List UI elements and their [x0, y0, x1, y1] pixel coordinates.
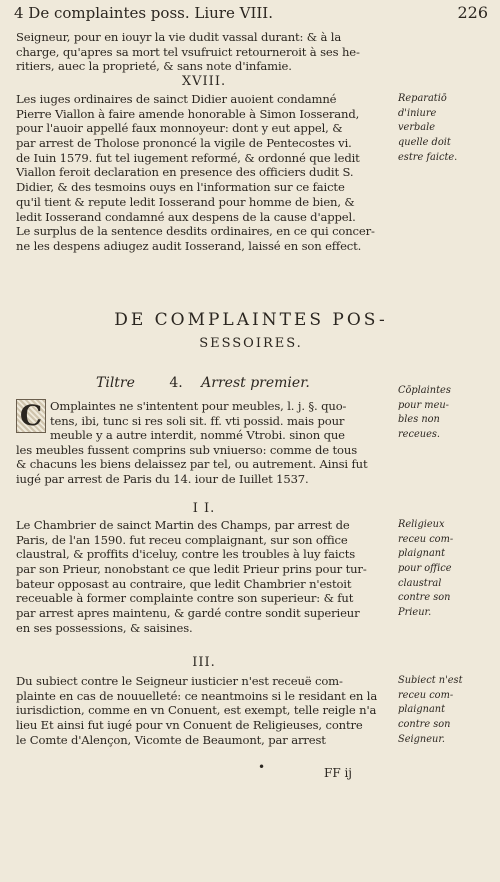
text-line: Du subiect contre le Seigneur iusticier n'est receuë com- [16, 674, 343, 688]
margin-line: pour office [398, 563, 452, 575]
text-line: Paris, de l'an 1590. fut receu complaignant, sur son office [16, 532, 348, 547]
arrest-2-paragraph [16, 518, 392, 636]
text-line: plainte en cas de nouuelleté: ce neantmoins si le residant en la [16, 688, 378, 703]
text-line: tens, ibi, tunc si res soli sit. ff. vti possid. mais pour [50, 413, 345, 428]
section-heading-line-2: SESSOIRES. [199, 336, 303, 351]
margin-line: plaignant [398, 704, 446, 716]
text-line: iurisdiction, comme en vn Conuent, est exempt, telle reigle n'a [16, 703, 377, 718]
margin-line: estre faicte. [398, 151, 458, 163]
text-line: Pierre Viallon à faire amende honorable à Simon Iosserand, [16, 106, 360, 121]
text-line: & chacuns les biens delaissez par tel, ou autrement. Ainsi fut [16, 457, 368, 472]
margin-line: d'iniure [398, 107, 437, 119]
text-line: bateur opposast au contraire, que ledit Chambrier n'estoit [16, 576, 352, 591]
margin-note-religieux [398, 518, 496, 621]
page-header [14, 2, 488, 24]
text-line: ritiers, auec la proprieté, & sans note d'infamie. [16, 59, 292, 74]
text-line: ne les despens adiugez audit Iosserand, laissé en son effect. [16, 238, 362, 253]
titre-label: Tiltre [96, 375, 135, 391]
text-line: par son Prieur, nonobstant ce que ledit Prieur prins pour tur- [16, 562, 367, 577]
margin-line: contre son [398, 719, 451, 731]
margin-line: Prieur. [398, 607, 432, 619]
section-numeral-18: XVIII. [181, 74, 227, 89]
text-line: en ses possessions, & saisines. [16, 620, 193, 635]
arrest-numeral-2: I I. [192, 501, 216, 516]
margin-line: contre son [398, 592, 451, 604]
text-line: ledit Iosserand condamné aux despens de la cause d'appel. [16, 209, 356, 224]
signature-mark: FF ij [324, 766, 353, 780]
titre-number: 4. [169, 375, 183, 391]
margin-note-subiect [398, 674, 496, 747]
running-title: 4 De complaintes poss. Liure VIII. [14, 4, 273, 22]
margin-note-complaintes [398, 384, 496, 443]
margin-line: verbale [398, 122, 436, 134]
margin-line: receu com- [398, 533, 454, 545]
text-line: pour l'auoir appellé faux monnoyeur: dont y eut appel, & [16, 121, 343, 136]
text-line: Le Chambrier de sainct Martin des Champs, par arrest de [16, 518, 350, 532]
footer-mark: • [258, 760, 266, 774]
text-line: de Iuin 1579. fut tel iugement reformé, & ordonné que ledit [16, 150, 360, 165]
margin-line: Cōplaintes [398, 385, 451, 396]
text-line: Omplaintes ne s'intentent pour meubles, l. j. §. quo- [50, 399, 347, 413]
margin-line: plaignant [398, 548, 446, 560]
text-line: par arrest apres maintenu, & gardé contre sondit superieur [16, 606, 360, 621]
margin-line: Subiect n'est [398, 675, 463, 686]
page-footer [16, 758, 392, 788]
page-number: 226 [457, 3, 488, 22]
text-line: charge, qu'apres sa mort tel vsufruict retourneroit à ses he- [16, 44, 360, 59]
margin-line: Reparatiō [398, 93, 447, 104]
arrest-label: Arrest premier. [201, 375, 310, 391]
margin-line: pour meu- [398, 399, 449, 411]
arrest-1-indented-lines [50, 399, 392, 428]
text-line: qu'il tient & repute ledit Iosserand pour homme de bien, & [16, 194, 355, 209]
text-line: claustral, & proffits d'iceluy, contre les troubles à luy faicts [16, 547, 356, 562]
text-line: Didier, & des tesmoins ouys en l'information sur ce faicte [16, 180, 345, 195]
arrest-3-paragraph [16, 674, 392, 747]
margin-line: Religieux [398, 519, 445, 530]
text-line: receuable à former complainte contre son superieur: & fut [16, 591, 354, 606]
text-line: Viallon feroit declaration en presence des officiers dudit S. [16, 165, 354, 180]
continuation-paragraph [16, 30, 392, 74]
margin-line: claustral [398, 577, 442, 589]
text-line: Seigneur, pour en iouyr la vie dudit vassal durant: & à la [16, 30, 342, 44]
text-line: iugé par arrest de Paris du 14. iour de Iuillet 1537. [16, 472, 309, 487]
margin-line: bles non [398, 414, 440, 426]
text-line: les meubles fussent comprins sub vniuerso: comme de tous [16, 442, 357, 457]
margin-note-reparation [398, 92, 496, 165]
arrest-numeral-3: III. [192, 655, 216, 670]
text-line: Les iuges ordinaires de sainct Didier auoient condamné [16, 92, 337, 106]
dropcap-letter: C [19, 399, 43, 432]
text-line: Le surplus de la sentence desdits ordinaires, en ce qui concer- [16, 224, 375, 239]
titre-line [96, 374, 396, 392]
section-heading-line-1: DE COMPLAINTES POS- [114, 310, 388, 330]
margin-line: receues. [398, 429, 441, 441]
text-line: par arrest de Tholose prononcé la vigile de Pentecostes vi. [16, 136, 352, 151]
margin-line: receu com- [398, 689, 454, 701]
arrest-1-paragraph [16, 428, 392, 487]
margin-line: quelle doit [398, 137, 451, 149]
margin-line: Seigneur. [398, 733, 446, 745]
text-line: le Comte d'Alençon, Vicomte de Beaumont, par arrest [16, 732, 326, 747]
text-line: lieu Et ainsi fut iugé pour vn Conuent de Religieuses, contre [16, 718, 363, 733]
section-18-paragraph [16, 92, 392, 254]
text-line: meuble y a autre interdit, nommé Vtrobi. sinon que [50, 428, 345, 442]
